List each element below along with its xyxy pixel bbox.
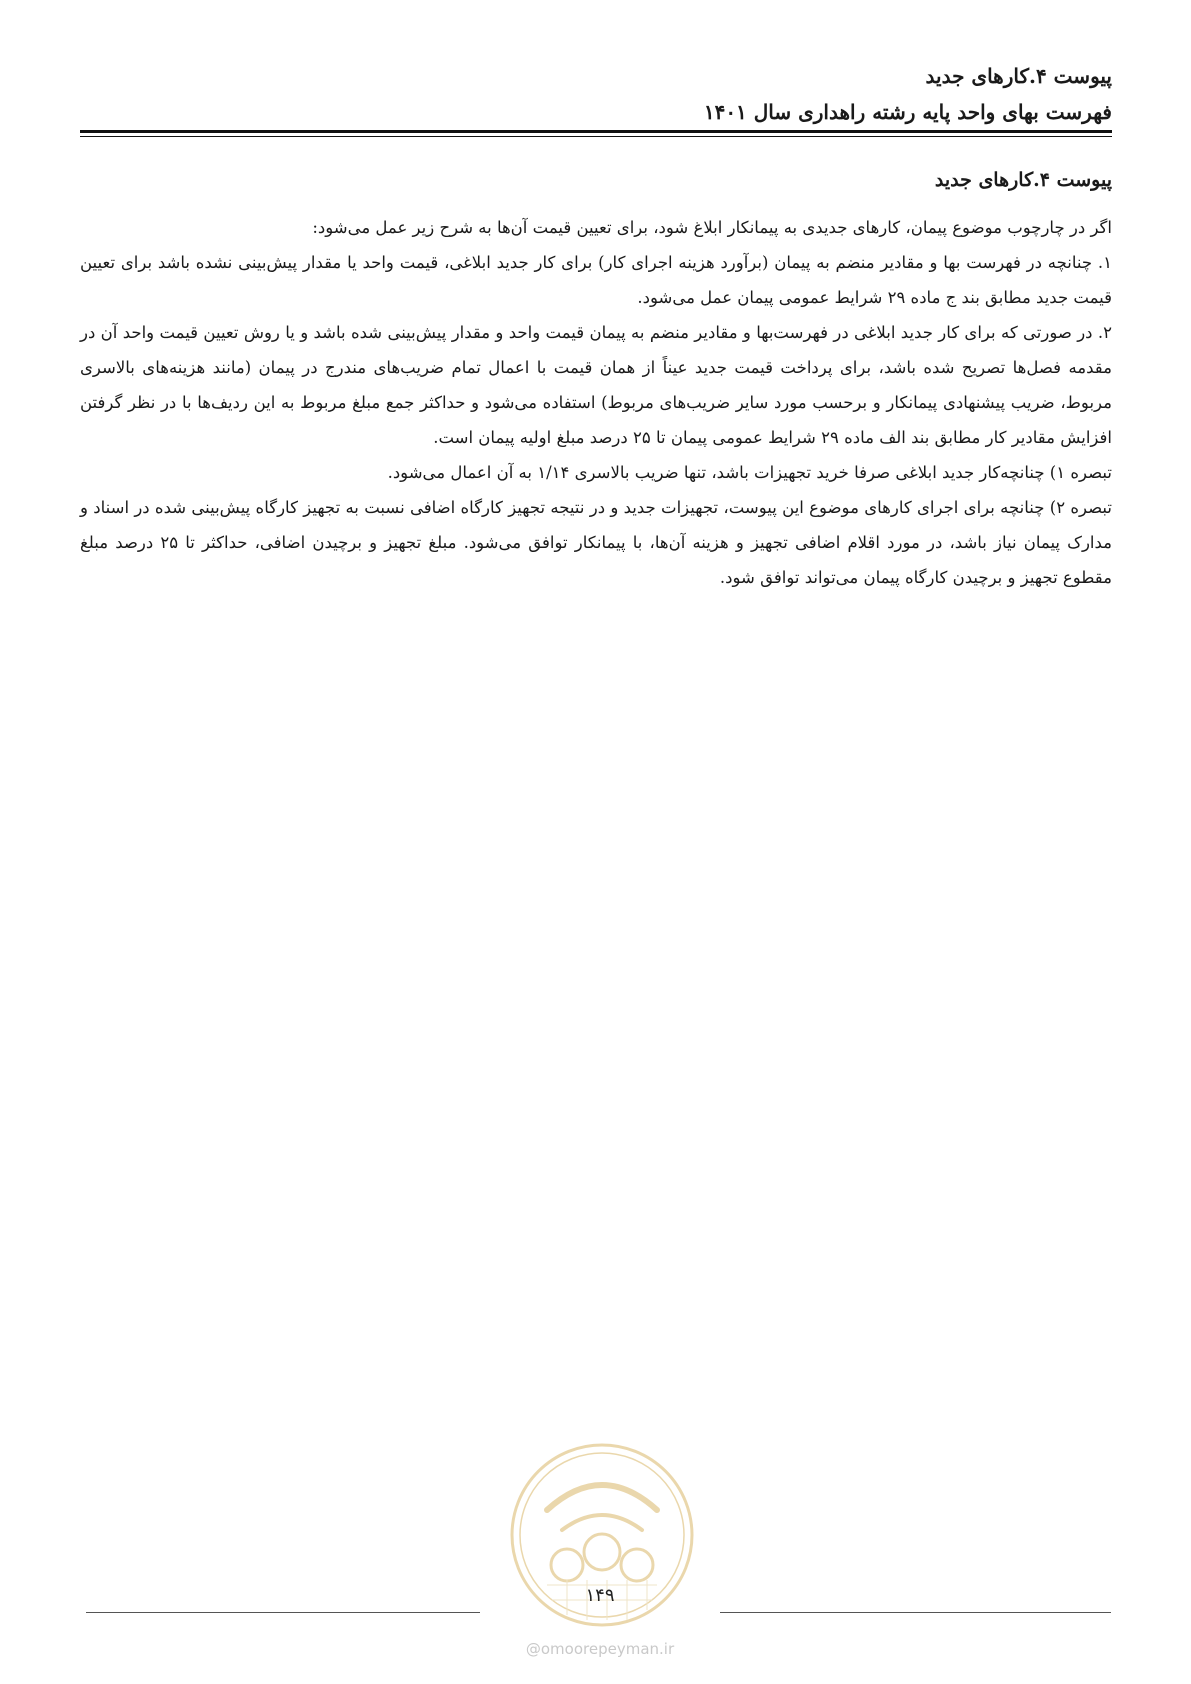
section-title: پیوست ۴.کارهای جدید (934, 169, 1112, 191)
header-subtitle: فهرست بهای واحد پایه رشته راهداری سال ۱۴۰۱ (703, 100, 1112, 124)
header-title: پیوست ۴.کارهای جدید (925, 64, 1112, 88)
paragraph-note-1: تبصره ۱) چنانچه‌کار جدید ابلاغی صرفا خرید تجهیزات باشد، تنها ضریب بالاسری ۱/۱۴ به آن اعمال می‌شود. (387, 463, 1112, 482)
page-number: ۱۴۹ (585, 1585, 615, 1606)
header-rule-thin (80, 136, 1112, 137)
footer-rule-left (86, 1612, 480, 1613)
paragraph-item-1: ۱. چنانچه در فهرست بها و مقادیر منضم به پیمان (برآورد هزینه اجرای کار) برای کار جدید ابلاغی، قیمت واحد یا مقدار پیش‌بینی نشده باشد برای تعیین قیمت جدید مطابق بند ج ماده ۲۹ شرایط عمومی پیمان عمل می‌شود. (80, 253, 1112, 307)
page-content (80, 160, 1112, 595)
header-rule-thick (80, 130, 1112, 133)
watermark-url: @omoorepeyman.ir (525, 1640, 675, 1658)
paragraph-intro: اگر در چارچوب موضوع پیمان، کارهای جدیدی به پیمانکار ابلاغ شود، برای تعیین قیمت آن‌ها به شرح زیر عمل می‌شود: (312, 218, 1112, 237)
paragraph-item-2: ۲. در صورتی که برای کار جدید ابلاغی در فهرست‌بها و مقادیر منضم به پیمان قیمت واحد و مقدار پیش‌بینی شده باشد و یا روش تعیین قیمت واحد آن در مقدمه فصل‌ها تصریح شده باشد، برای پرداخت قیمت جدید عیناً از همان قیمت با اعمال تمام ضریب‌های مندرج در پیمان (مانند هزینه‌های بالاسری مربوط، ضریب پیشنهادی پیمانکار و برحسب مورد سایر ضریب‌های مربوط) استفاده می‌شود و حداکثر جمع مبلغ مربوط به این ردیف‌ها با در نظر گرفتن افزایش مقادیر کار مطابق بند الف ماده ۲۹ شرایط عمومی پیمان تا ۲۵ درصد مبلغ اولیه پیمان است. (80, 323, 1112, 447)
paragraph-note-2: تبصره ۲) چنانچه برای اجرای کارهای موضوع این پیوست، تجهیزات جدید و در نتیجه تجهیز کارگاه اضافی نسبت به تجهیز کارگاه پیش‌بینی شده در اسناد و مدارک پیمان نیاز باشد، در مورد اقلام اضافی تجهیز و هزینه آن‌ها، با پیمانکار توافق می‌شود. مبلغ تجهیز و برچیدن اضافی، حداکثر تا ۲۵ درصد مبلغ مقطوع تجهیز و برچیدن کارگاه پیمان می‌تواند توافق شود. (80, 498, 1113, 587)
footer-rule-right (720, 1612, 1111, 1613)
page-header (80, 58, 1112, 130)
